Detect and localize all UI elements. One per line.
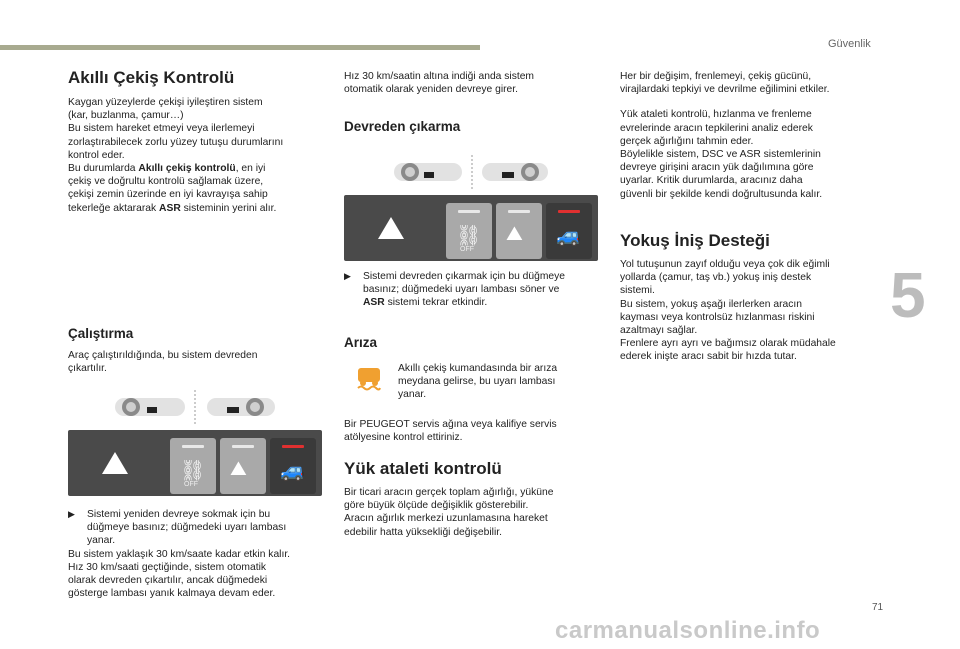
intro2-end: sisteminin yerini alır. — [180, 202, 277, 214]
hill-descent-button-2[interactable] — [496, 203, 542, 259]
bullet-deactivate — [344, 270, 606, 310]
steering-wheel-illustration-2 — [394, 155, 549, 193]
intro-block — [68, 96, 328, 227]
intro-text-2 — [68, 162, 328, 215]
bullet-text: Sistemi yeniden devreye sokmak için bu düğmeye basınız; düğmedeki uyarı lambası yanar. — [87, 509, 287, 547]
load-text: Bir ticari aracın gerçek toplam ağırlığı, yüküne göre büyük ölçüde değişiklik gösterebilir. Aracın ağırlık merkezi uzunlamasına hareket edebilir hatta yüksekliği değişebilir. — [344, 487, 554, 538]
switch-panel — [68, 430, 322, 496]
intro2-pre: Bu durumlarda — [68, 163, 139, 175]
bullet2-bold: ASR — [363, 297, 385, 309]
esp-off-button[interactable] — [170, 438, 216, 494]
grip-control-icon: 🚙 — [280, 460, 305, 482]
off-label-2: OFF — [460, 246, 474, 253]
esp-icon: ⛓ — [180, 460, 206, 482]
switch-panel-2 — [344, 195, 598, 261]
col3-p1: Her bir değişim, frenlemeyi, çekiş gücünü, virajlardaki tepkiyi ve devrilme eğilimini etkiler. — [620, 71, 830, 96]
bullet2-pre: Sistemi devreden çıkarmak için bu düğmeye basınız; düğmedeki uyarı lambası söner ve — [363, 271, 566, 296]
hill-descent-button[interactable] — [220, 438, 266, 494]
intro2-post: , en iyi çekiş ve doğrultu kontrolü sağlamak üzere, çekişi zemin üzerinde en iyi kavrayışa sahip tekerleğe aktararak — [68, 163, 268, 214]
hill-descent-icon: ⛰ — [230, 458, 247, 480]
section-name: Güvenlik — [828, 38, 871, 50]
fault-after-text: Bir PEUGEOT servis ağına veya kalifiye servis atölyesine kontrol ettiriniz. — [344, 419, 557, 444]
after-text: Bu sistem yaklaşık 30 km/saate kadar etkin kalır. Hız 30 km/saati geçtiğinde, sistem otomatik olarak devreden çıkartılır, ancak düğmedeki gösterge lambası yanık kalmaya devam eder. — [68, 548, 291, 600]
col3-p2: Yük ataleti kontrolü, hızlanma ve frenleme evrelerinde aracın tepkilerini analiz ederek gerçek ağırlığını tahmin eder. Böylelikle sistem, DSC ve ASR sistemlerinin devreye girişini aracın yük dağılımına göre uyarlar. Kritik durumlarda, aracınız daha güvenli bir şekilde kendi doğrultusunda kalır. — [620, 109, 823, 200]
calistirma-text: Araç çalıştırıldığında, bu sistem devreden çıkartılır. — [68, 350, 258, 375]
esp-off-button-2[interactable] — [446, 203, 492, 259]
col3-p3: Yol tutuşunun zayıf olduğu veya çok dik eğimli yollarda (çamur, taş vb.) yokuş iniş destek sistemi. Bu sistem, yokuş aşağı ilerlerken aracın kayması veya kontrolsüz hızlanması riskini azaltmayı sağlar. Frenlere ayrı ayrı ve bağımsız olarak müdahale ederek inişte aracı sabit bir hızda tutar. — [620, 259, 836, 363]
col2-top-text: Hız 30 km/saatin altına indiği anda sistem otomatik olarak yeniden devreye girer. — [344, 71, 535, 96]
intro2-bold2: ASR — [159, 202, 181, 214]
hazard-icon-2 — [378, 217, 404, 239]
heading-yuk-ataleti: Yük ataleti kontrolü — [344, 459, 502, 478]
heading-calistirma: Çalıştırma — [68, 326, 134, 341]
intro2-bold: Akıllı çekiş kontrolü — [138, 163, 236, 175]
chapter-number: 5 — [890, 259, 926, 331]
hill-descent-icon-2: ⛰ — [506, 223, 523, 245]
steering-wheel-illustration — [115, 390, 275, 428]
watermark: carmanualsonline.info — [555, 617, 821, 644]
page-title: Akıllı Çekiş Kontrolü — [68, 68, 235, 87]
intro-text: Kaygan yüzeylerde çekişi iyileştiren sistem (kar, buzlanma, çamur…) Bu sistem hareket etmeyi veya ilerlemeyi zorlaştırabilecek zorlu yüzey tutuşu durumlarını kontrol eder. — [68, 97, 284, 161]
page-number: 71 — [872, 602, 884, 613]
heading-ariza: Arıza — [344, 335, 378, 350]
grip-control-button[interactable] — [270, 438, 316, 494]
header-bar — [0, 45, 480, 50]
hazard-icon — [102, 452, 128, 474]
esp-icon-2: ⛓ — [456, 225, 482, 247]
bullet-arrow-icon-2: ▶ — [344, 271, 351, 281]
grip-warning-icon — [352, 362, 386, 396]
grip-control-icon-2: 🚙 — [556, 225, 581, 247]
off-label: OFF — [184, 481, 198, 488]
heading-devreden-cikarma: Devreden çıkarma — [344, 119, 461, 134]
bullet2-post: sistemi tekrar etkindir. — [384, 297, 488, 309]
grip-control-button-2[interactable] — [546, 203, 592, 259]
bullet-arrow-icon: ▶ — [68, 509, 75, 519]
heading-yokus-inis: Yokuş İniş Desteği — [620, 231, 770, 250]
fault-text: Akıllı çekiş kumandasında bir arıza meydana gelirse, bu uyarı lambası yanar. — [398, 363, 558, 401]
bullet-reactivate — [68, 508, 330, 548]
